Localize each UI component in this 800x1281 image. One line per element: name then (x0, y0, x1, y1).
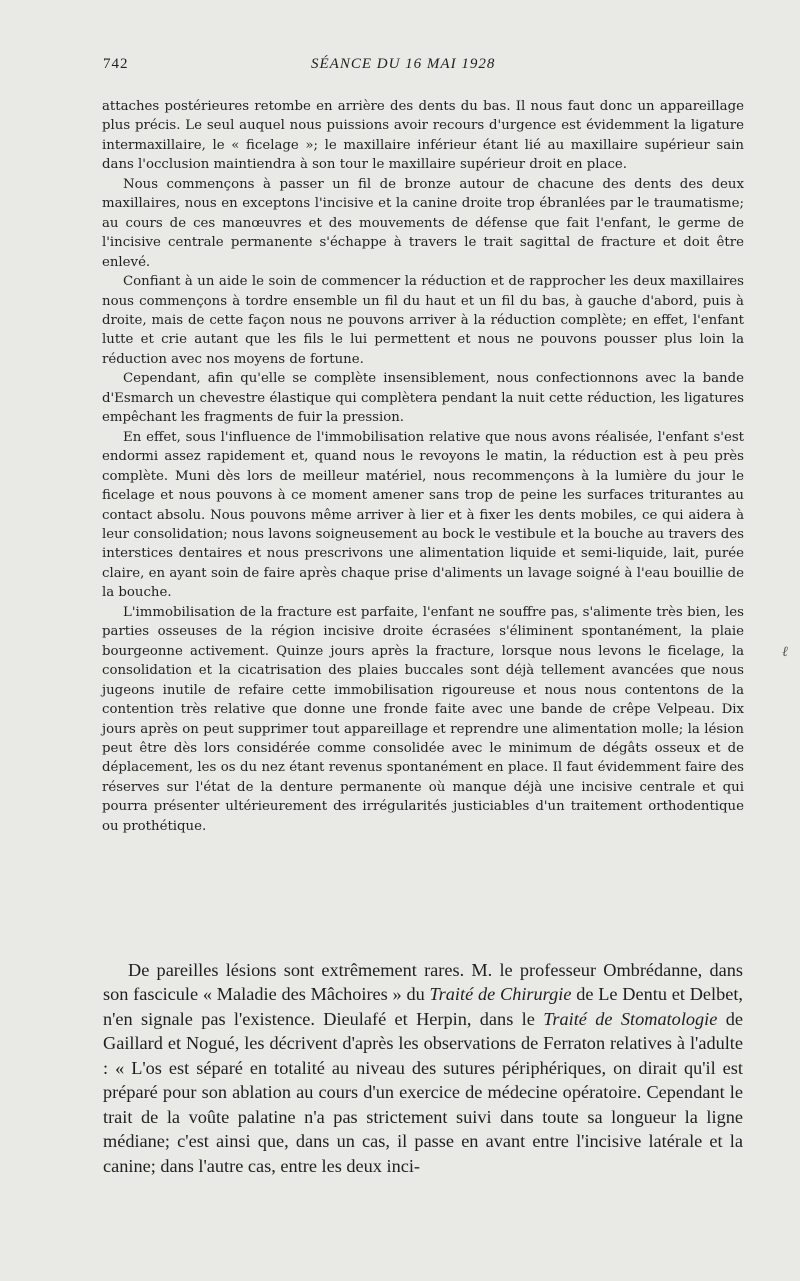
text-run: De pareilles lésions sont extrêmement rares. M. le professeur Ombrédanne, dans son fascicule « Maladie des Mâchoires » du (103, 960, 743, 1005)
book-title: Traité de Stomatologie (543, 1008, 718, 1029)
paragraph: Cependant, afin qu'elle se complète insensiblement, nous confectionnons avec la bande d'Esmarch un chevestre élastique qui complètera pendant la nuit cette réduction, les ligatures empêchant les fragments de fuir la pression. (102, 371, 744, 426)
running-title: SÉANCE DU 16 MAI 1928 (311, 56, 496, 72)
paragraph: Nous commençons à passer un fil de bronze autour de chacune des dents des deux maxillaires, nous en exceptons l'incisive et la canine droite trop ébranlées par le traumatisme; au cours de ces manœuvres et des mouvements de défense que fait l'enfant, le germe de l'incisive centrale permanente s'échappe à travers le trait sagittal de fracture et doit être enlevé. (102, 176, 744, 270)
book-title: Traité de Chirurgie (429, 984, 572, 1005)
margin-mark: ℓ (782, 644, 788, 660)
paragraph: L'immobilisation de la fracture est parfaite, l'enfant ne souffre pas, s'alimente très bien, les parties osseuses de la région incisive droite écrasées s'éliminent spontanément, la plaie bourgeonne activement. Quinze jours après la fracture, lorsque nous levons le ficelage, la consolidation et la cicatrisation des plaies buccales sont déjà tellement avancées que nous jugeons inutile de refaire cette immobilisation rigoureuse et nous nous contentons de la contention très relative que donne une fronde faite avec une bande de crêpe Velpeau. Dix jours après on peut supprimer tout appareillage et reprendre une alimentation molle; la lésion peut être dès lors considérée comme consolidée avec le minimum de dégâts osseux et de déplacement, les os du nez étant revenus spontanément en place. Il faut évidemment faire des réserves sur l'état de la denture permanente où manque déjà une incisive centrale et qui pourra présenter ultérieurement des irrégularités justiciables d'un traitement orthodentique ou prothétique. (102, 604, 744, 834)
main-body (103, 958, 743, 1178)
small-print-body (102, 97, 744, 836)
page-header (103, 56, 743, 78)
paragraph: Confiant à un aide le soin de commencer la réduction et de rapprocher les deux maxillaires nous commençons à tordre ensemble un fil du haut et un fil du bas, à gauche d'abord, puis à droite, mais de cette façon nous ne pouvons arriver à la réduction complète; en effet, l'enfant lutte et crie autant que les fils le lui permettent et nous ne pouvons pousser plus loin la réduction avec nos moyens de fortune. (102, 274, 744, 367)
paragraph: En effet, sous l'influence de l'immobilisation relative que nous avons réalisée, l'enfant s'est endormi assez rapidement et, quand nous le revoyons le matin, la réduction est à peu près complète. Muni dès lors de meilleur matériel, nous recommençons à la lumière du jour le ficelage et nous pouvons à ce moment amener sans trop de peine les surfaces triturantes au contact absolu. Nous pouvons même arriver à lier et à fixer les dents mobiles, ce qui aidera à leur consolidation; nous lavons soigneusement au bock le vestibule et la bouche au travers des interstices dentaires et nous prescrivons une alimentation liquide et semi-liquide, lait, purée claire, en ayant soin de faire après chaque prise d'aliments un lavage soigné à l'eau bouillie de la bouche. (102, 429, 744, 601)
paragraph: attaches postérieures retombe en arrière des dents du bas. Il nous faut donc un appareillage plus précis. Le seul auquel nous puissions avoir recours d'urgence est évidemment la ligature intermaxillaire, le « ficelage »; le maxillaire inférieur étant lié au maxillaire supérieur sain dans l'occlusion maintiendra à son tour le maxillaire supérieur droit en place. (102, 99, 744, 173)
page-number: 742 (103, 56, 129, 72)
text-run: de Gaillard et Nogué, les décrivent d'après les observations de Ferraton relatives à l'adulte : « L'os est séparé en totalité au niveau des sutures périphériques, on dirait qu'il est préparé pour son ablation au cours d'un exercice de médecine opératoire. Cependant le trait de la voûte palatine n'a pas strictement suivi dans toute sa longueur la ligne médiane; c'est ainsi que, dans un cas, il passe en avant entre l'incisive latérale et la canine; dans l'autre cas, entre les deux inci- (103, 1008, 744, 1176)
text-run: de Le Dentu et Delbet, n'en signale pas l'existence. Dieulafé et Herpin, dans le (103, 984, 743, 1029)
paragraph (103, 958, 743, 1178)
